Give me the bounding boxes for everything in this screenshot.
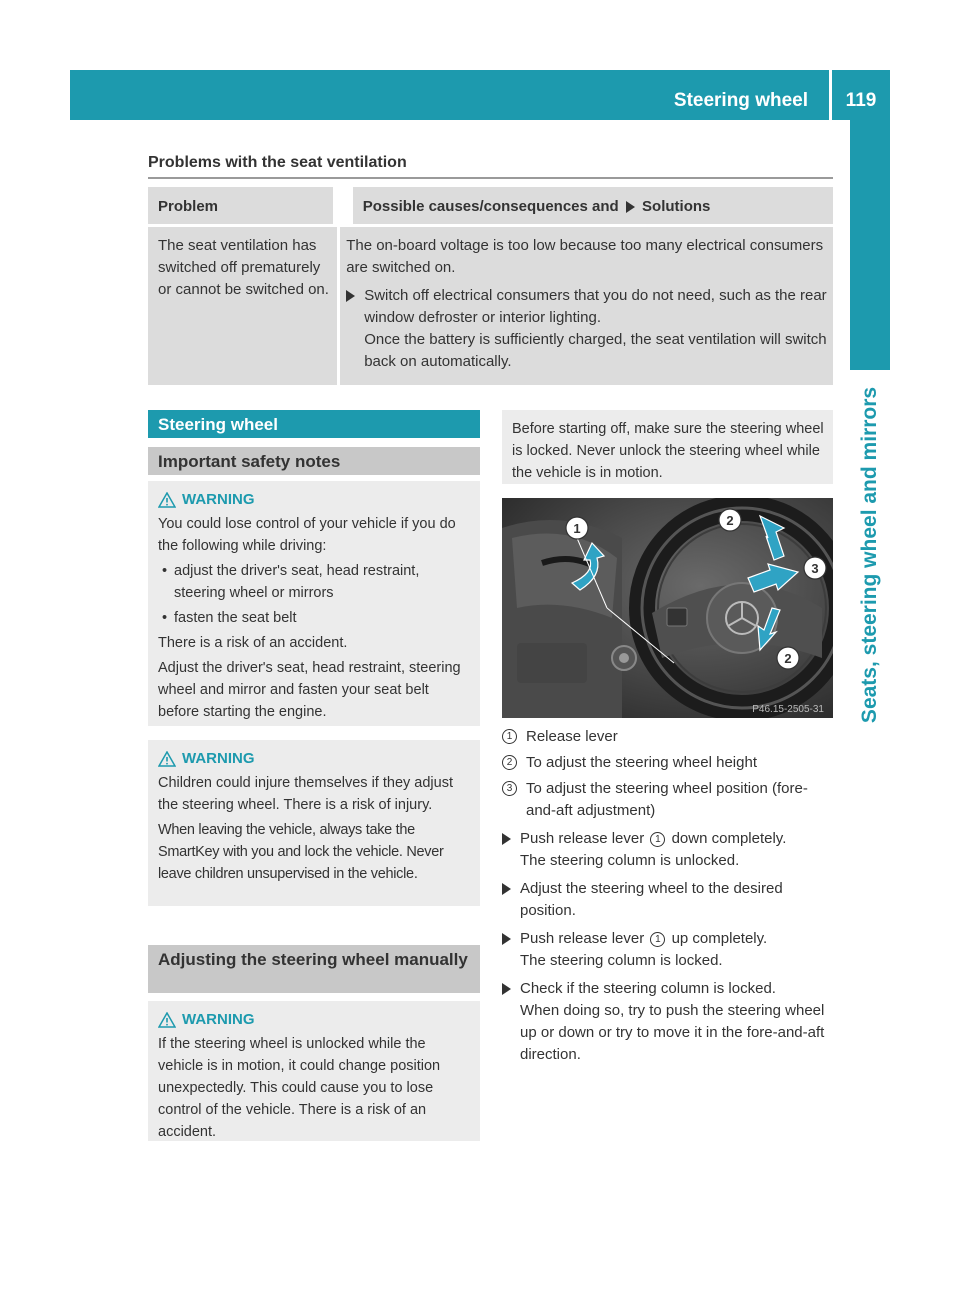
figure-code: P46.15-2505-31	[752, 704, 824, 715]
header-causes-text: Possible causes/consequences and	[362, 198, 619, 215]
cause-text: The on-board voltage is too low because too many electrical consumers are switched on.	[346, 237, 824, 276]
solution-arrow-icon	[626, 201, 635, 213]
table-row	[148, 227, 833, 385]
callout-2-bottom: 2	[784, 651, 792, 666]
callout-number: 3	[502, 781, 517, 796]
list-item: • fasten the seat belt	[158, 607, 472, 629]
warning-triangle-icon	[158, 751, 176, 767]
callout-2-top: 2	[726, 513, 734, 528]
solution-note: Once the battery is sufficiently charged, the seat ventilation will switch back on automatically.	[364, 331, 827, 370]
page-header	[70, 70, 890, 120]
step-arrow-icon	[346, 290, 355, 302]
solution-step	[346, 285, 827, 373]
problem-cell: The seat ventilation has switched off prematurely or cannot be switched on.	[158, 237, 329, 298]
cause-cell	[340, 227, 833, 385]
step-result: The steering column is unlocked.	[520, 852, 740, 869]
figure-legend	[502, 726, 833, 1066]
problems-table	[148, 187, 833, 385]
warning-action: When leaving the vehicle, always take the SmartKey with you and lock the vehicle. Never leave children unsupervised in the vehicle.	[158, 822, 444, 882]
warning-triangle-icon	[158, 1012, 176, 1028]
warning-triangle-icon	[158, 492, 176, 508]
title-rule	[148, 177, 833, 179]
table-header	[148, 187, 833, 224]
legend-item: 1 Release lever	[502, 726, 833, 748]
header-causes	[353, 187, 833, 224]
warning-box-1	[148, 481, 480, 726]
callout-number: 1	[650, 932, 665, 947]
header-solutions-text: Solutions	[642, 198, 711, 215]
warning-text: Children could injure themselves if they adjust the steering wheel. There is a risk of injury.	[158, 775, 453, 813]
heading-steering-wheel: Steering wheel	[148, 410, 480, 438]
side-tab-label: Seats, steering wheel and mirrors	[858, 386, 881, 724]
callout-number: 1	[502, 729, 517, 744]
legend-item: 3 To adjust the steering wheel position (fore-and-aft adjustment)	[502, 778, 833, 822]
step-result: When doing so, try to push the steering wheel up or down or try to move it in the fore-and-aft direction.	[520, 1002, 825, 1063]
header-title: Steering wheel	[673, 90, 808, 111]
warning-title-2: WARNING	[158, 748, 472, 770]
list-item: • adjust the driver's seat, head restraint, steering wheel or mirrors	[158, 560, 472, 604]
callout-number: 1	[650, 832, 665, 847]
instruction-step: Adjust the steering wheel to the desired position.	[502, 878, 833, 922]
callout-number: 2	[502, 755, 517, 770]
warning-intro: You could lose control of your vehicle if you do the following while driving:	[158, 516, 456, 554]
instruction-step: Check if the steering column is locked. When doing so, try to push the steering wheel up or down or try to move it in the fore-and-aft direction.	[502, 978, 833, 1066]
steering-wheel-figure	[502, 498, 833, 718]
warning-title-1: WARNING	[158, 489, 472, 511]
step-arrow-icon	[502, 833, 511, 845]
instruction-step: Push release lever 1 up completely. The steering column is locked.	[502, 928, 833, 972]
warning-box-3	[148, 1001, 480, 1141]
step-result: The steering column is locked.	[520, 952, 723, 969]
solution-text: Switch off electrical consumers that you do not need, such as the rear window defroster or interior lighting.	[364, 287, 827, 326]
header-problem: Problem	[158, 198, 219, 215]
step-arrow-icon	[502, 983, 511, 995]
side-tab	[849, 370, 891, 740]
warning-box-2	[148, 740, 480, 906]
step-arrow-icon	[502, 883, 511, 895]
note-box	[502, 410, 833, 484]
warning-title-3: WARNING	[158, 1009, 472, 1031]
section-title-ventilation: Problems with the seat ventilation	[148, 154, 407, 171]
step-arrow-icon	[502, 933, 511, 945]
warning-risk: There is a risk of an accident.	[158, 635, 348, 651]
steering-wheel-illustration	[502, 498, 833, 718]
heading-adjust-manually: Adjusting the steering wheel manually	[148, 945, 480, 993]
warning-text: If the steering wheel is unlocked while the vehicle is in motion, it could change position unexpectedly. This could cause you to lose control of the vehicle. There is a risk of an accident.	[158, 1036, 441, 1140]
instruction-step: Push release lever 1 down completely. The steering column is unlocked.	[502, 828, 833, 872]
callout-1: 1	[573, 521, 581, 536]
legend-item: 2 To adjust the steering wheel height	[502, 752, 833, 774]
side-tab-block	[850, 120, 890, 370]
heading-safety-notes: Important safety notes	[148, 447, 480, 475]
callout-3: 3	[811, 561, 819, 576]
note-text: Before starting off, make sure the steering wheel is locked. Never unlock the steering wheel while the vehicle is in motion.	[512, 421, 824, 481]
warning-action: Adjust the driver's seat, head restraint, steering wheel and mirror and fasten your seat belt before starting the engine.	[158, 660, 461, 720]
page-number: 119	[845, 90, 877, 111]
